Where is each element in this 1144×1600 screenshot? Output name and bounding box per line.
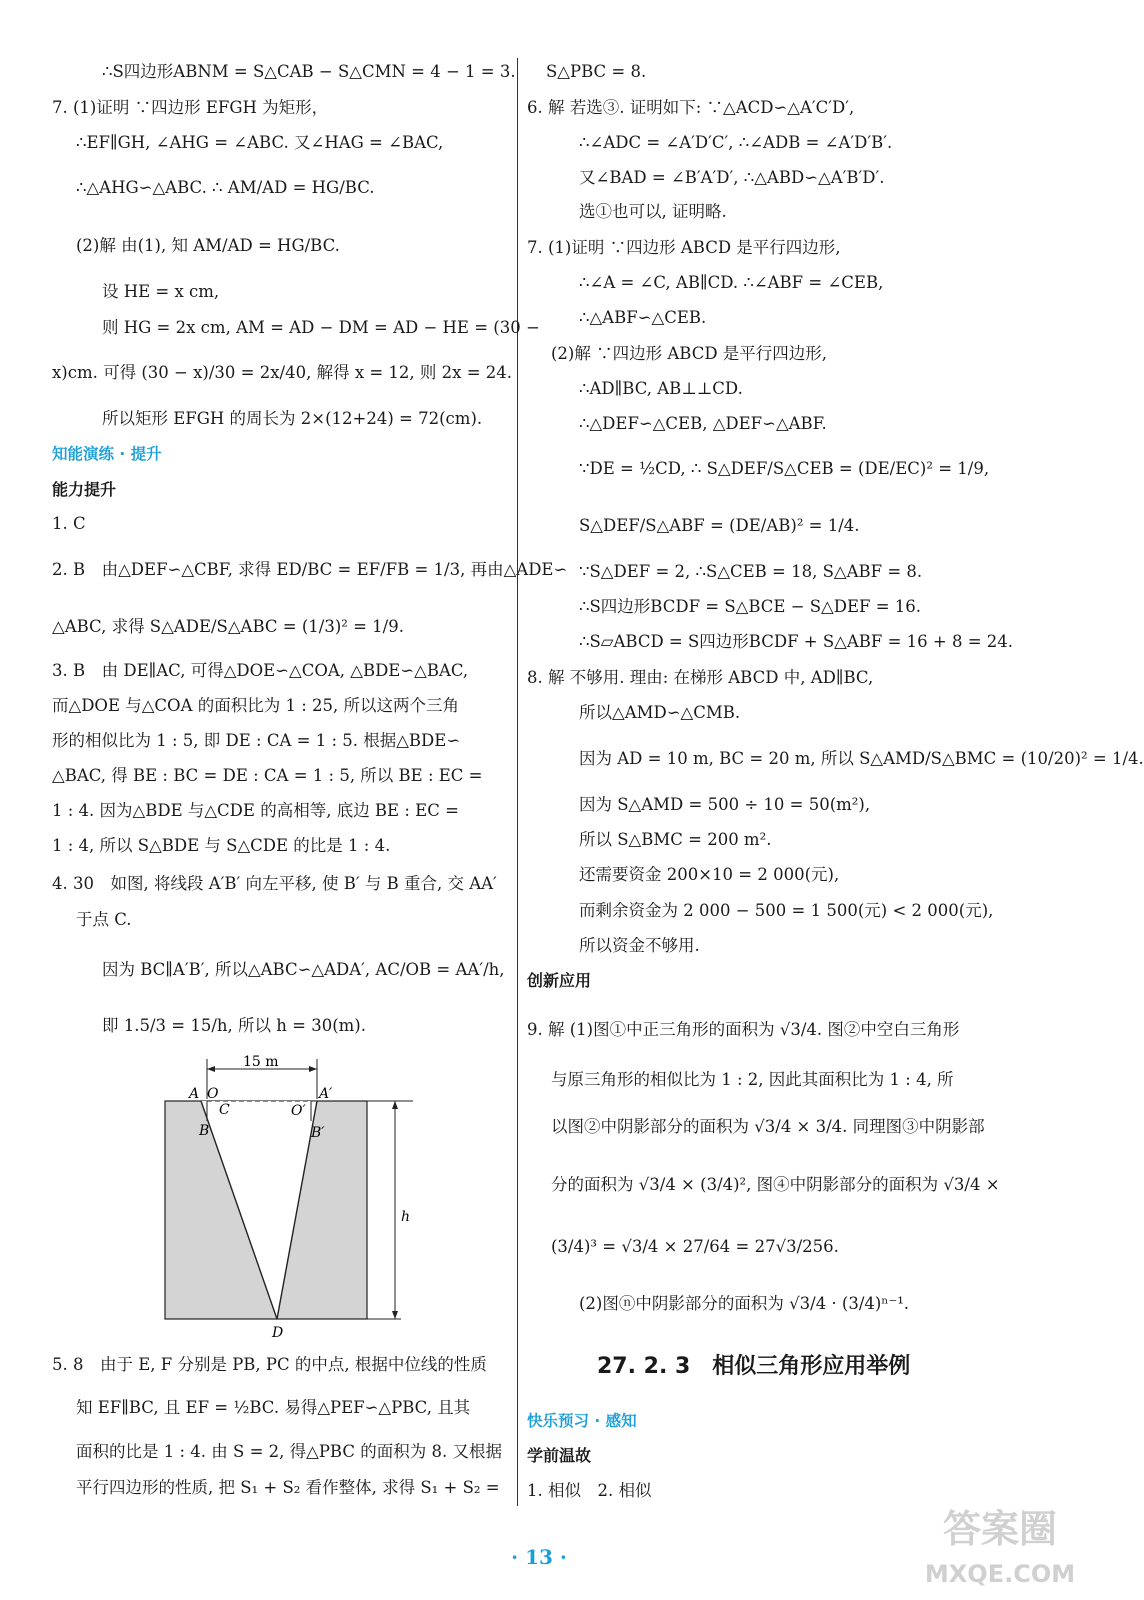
subsection-title: 创新应用 (527, 971, 592, 990)
answer-line: 2. B 由△DEF∽△CBF, 求得 ED/BC = EF/FB = 1/3, 再由△ADE∽ (52, 560, 568, 579)
text-line: ∴∠A = ∠C, AB∥CD. ∴∠ABF = ∠CEB, (579, 273, 884, 292)
watermark-top: 答案圈 (942, 1507, 1058, 1551)
section-title: 知能演练 · 提升 (52, 445, 162, 463)
text-line: (2)解 由(1), 知 AM/AD = HG/BC. (76, 236, 340, 255)
answer-line: 1. C (52, 514, 86, 533)
text-line: ∴△AHG∽△ABC. ∴ AM/AD = HG/BC. (76, 178, 375, 197)
answer-line: 于点 C. (76, 910, 132, 929)
text-line: 设 HE = x cm, (102, 282, 220, 301)
text-line: 所以△AMD∽△CMB. (579, 703, 741, 722)
text-line: ∴EF∥GH, ∠AHG = ∠ABC. 又∠HAG = ∠BAC, (76, 133, 444, 152)
answer-line: △ABC, 求得 S△ADE/S△ABC = (1/3)² = 1/9. (52, 617, 404, 636)
text-line: 因为 S△AMD = 500 ÷ 10 = 50(m²), (579, 795, 871, 814)
text-line: ∴AD∥BC, AB⊥⊥CD. (579, 379, 743, 398)
text-line: 所以矩形 EFGH 的周长为 2×(12+24) = 72(cm). (102, 409, 483, 428)
answer-line: 即 1.5/3 = 15/h, 所以 h = 30(m). (102, 1016, 366, 1035)
text-line: 还需要资金 200×10 = 2 000(元), (579, 865, 840, 884)
label-B: B (199, 1123, 210, 1139)
text-line: 7. (1)证明 ∵四边形 EFGH 为矩形， (52, 98, 329, 117)
section-title: 快乐预习 · 感知 (527, 1412, 637, 1430)
answer-line: 1 : 4. 因为△BDE 与△CDE 的高相等, 底边 BE : EC = (52, 801, 459, 820)
answer-line: 8. 解 不够用. 理由: 在梯形 ABCD 中, AD∥BC, (527, 668, 874, 687)
text-line: 分的面积为 √3/4 × (3/4)², 图④中阴影部分的面积为 √3/4 × (551, 1175, 1000, 1194)
text-line: x)cm. 可得 (30 − x)/30 = 2x/40, 解得 x = 12, 则 2x = 24. (52, 363, 513, 382)
answer-line: 知 EF∥BC, 且 EF = ½BC. 易得△PEF∽△PBC, 且其 (76, 1398, 471, 1417)
watermark-logo (924, 1490, 1076, 1595)
text-line: S△PBC = 8. (546, 62, 647, 81)
answer-line: 面积的比是 1 : 4. 由 S = 2, 得△PBC 的面积为 8. 又根据 (76, 1442, 502, 1461)
text-line: (3/4)³ = √3/4 × 27/64 = 27√3/256. (551, 1237, 839, 1256)
page-number: · 13 · (511, 1545, 567, 1569)
watermark-bottom: MXQE.COM (924, 1560, 1076, 1588)
answer-line: 形的相似比为 1 : 5, 即 DE : CA = 1 : 5. 根据△BDE∽ (52, 731, 461, 750)
label-A-prime: A′ (319, 1086, 333, 1102)
answer-line: 平行四边形的性质, 把 S₁ + S₂ 看作整体, 求得 S₁ + S₂ = (76, 1478, 500, 1497)
text-line: ∴S四边形BCDF = S△BCE − S△DEF = 16. (579, 597, 922, 616)
answer-line: 1. 相似 2. 相似 (527, 1481, 652, 1500)
text-line: ∴△DEF∽△CEB, △DEF∽△ABF. (579, 414, 827, 433)
answer-line: 7. (1)证明 ∵四边形 ABCD 是平行四边形, (527, 238, 841, 257)
answer-line: 4. 30 如图, 将线段 A′B′ 向左平移, 使 B′ 与 B 重合, 交 AA′ (52, 874, 497, 893)
width-label: 15 m (243, 1054, 279, 1070)
label-O: O (207, 1086, 219, 1102)
trench-diagram (145, 1053, 425, 1348)
answer-line: 9. 解 (1)图①中正三角形的面积为 √3/4. 图②中空白三角形 (527, 1020, 960, 1039)
text-line: 因为 AD = 10 m, BC = 20 m, 所以 S△AMD/S△BMC = (10/20)² = 1/4. (579, 749, 1144, 768)
answer-line: 1 : 4, 所以 S△BDE 与 S△CDE 的比是 1 : 4. (52, 836, 391, 855)
text-line: 又∠BAD = ∠B′A′D′, ∴△ABD∽△A′B′D′. (579, 168, 885, 187)
text-line: 则 HG = 2x cm, AM = AD − DM = AD − HE = (30 − (102, 318, 540, 337)
text-line: 与原三角形的相似比为 1 : 2, 因此其面积比为 1 : 4, 所 (551, 1070, 954, 1089)
text-line: ∵DE = ½CD, ∴ S△DEF/S△CEB = (DE/EC)² = 1/9, (579, 459, 990, 478)
label-h: h (401, 1209, 411, 1225)
text-line: ∴S四边形ABNM = S△CAB − S△CMN = 4 − 1 = 3. (102, 62, 516, 81)
subsection-title: 能力提升 (52, 480, 117, 499)
text-line: (2)解 ∵四边形 ABCD 是平行四边形, (551, 344, 828, 363)
label-A: A (189, 1086, 200, 1102)
text-line: S△DEF/S△ABF = (DE/AB)² = 1/4. (579, 516, 860, 535)
text-line: ∴△ABF∽△CEB. (579, 308, 707, 327)
text-line: ∵S△DEF = 2, ∴S△CEB = 18, S△ABF = 8. (579, 562, 923, 581)
label-B-prime: B′ (311, 1125, 325, 1141)
label-C: C (219, 1102, 230, 1118)
answer-line: 5. 8 由于 E, F 分别是 PB, PC 的中点, 根据中位线的性质 (52, 1355, 487, 1374)
answer-line: 3. B 由 DE∥AC, 可得△DOE∽△COA, △BDE∽△BAC, (52, 661, 469, 680)
answer-line: 而△DOE 与△COA 的面积比为 1 : 25, 所以这两个三角 (52, 696, 460, 715)
answer-line: 因为 BC∥A′B′, 所以△ABC∽△ADA′, AC/OB = AA′/h, (102, 960, 505, 979)
text-line: ∴S▱ABCD = S四边形BCDF + S△ABF = 16 + 8 = 24. (579, 632, 1014, 651)
answer-line: △BAC, 得 BE : BC = DE : CA = 1 : 5, 所以 BE : EC = (52, 766, 483, 785)
subsection-title: 学前温故 (527, 1446, 592, 1465)
text-line: 以图②中阴影部分的面积为 √3/4 × 3/4. 同理图③中阴影部 (551, 1117, 985, 1136)
answer-line: 6. 解 若选③. 证明如下: ∵△ACD∽△A′C′D′, (527, 98, 855, 117)
text-line: 所以 S△BMC = 200 m². (579, 830, 772, 849)
label-D: D (272, 1325, 284, 1341)
text-line: 所以资金不够用. (579, 936, 700, 955)
text-line: 而剩余资金为 2 000 − 500 = 1 500(元) < 2 000(元), (579, 901, 994, 920)
text-line: (2)图ⓝ中阴影部分的面积为 √3/4 · (3/4)ⁿ⁻¹. (579, 1294, 910, 1313)
column-divider (517, 58, 518, 1506)
label-O-prime: O′ (291, 1103, 306, 1119)
section-heading: 27. 2. 3 相似三角形应用举例 (597, 1354, 911, 1379)
text-line: 选①也可以, 证明略. (579, 202, 727, 221)
text-line: ∴∠ADC = ∠A′D′C′, ∴∠ADB = ∠A′D′B′. (579, 133, 893, 152)
